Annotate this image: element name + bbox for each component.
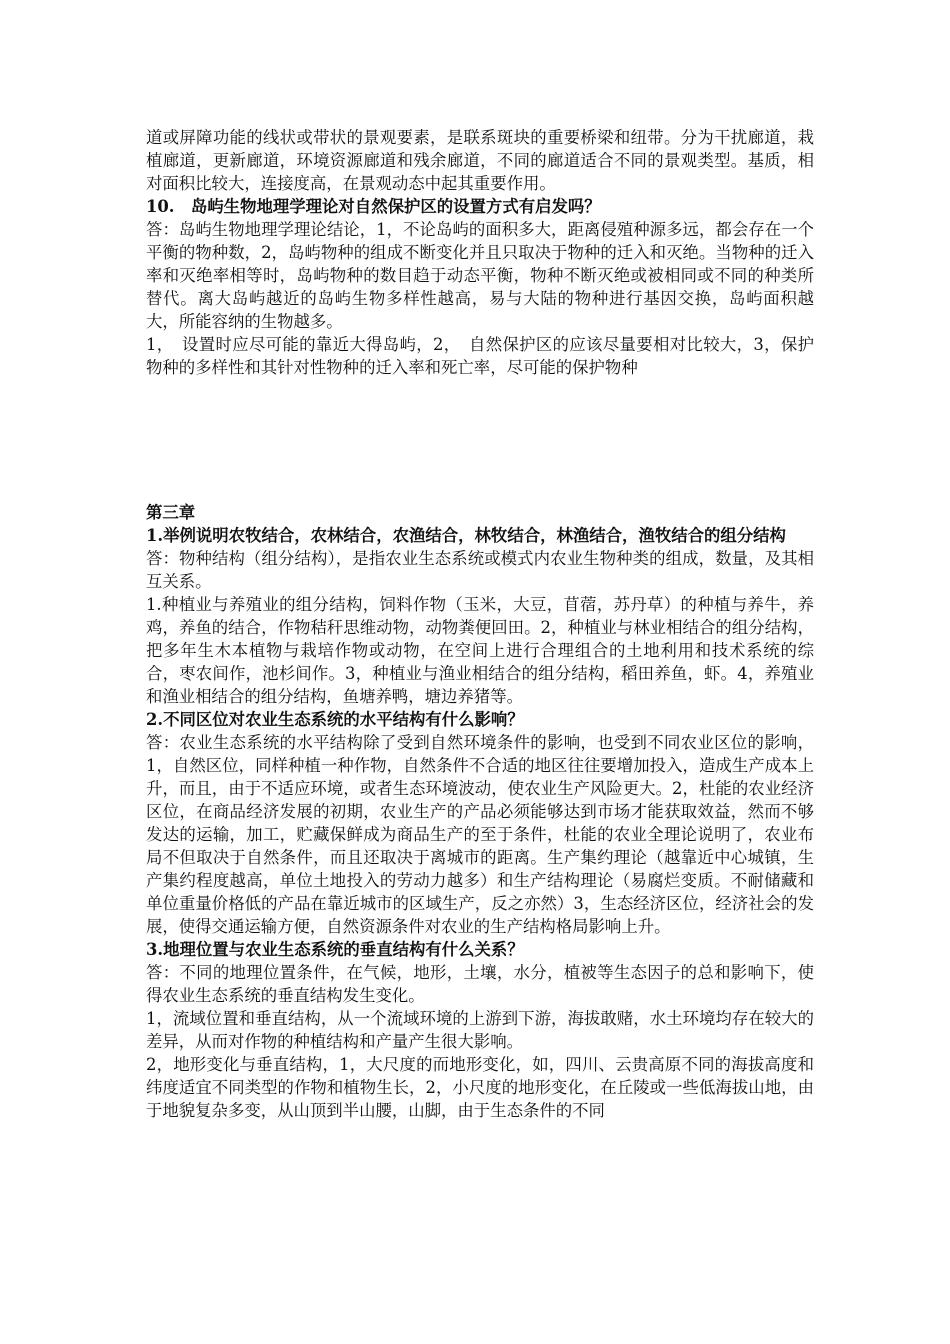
intro-paragraph: 道或屏障功能的线状或带状的景观要素，是联系斑块的重要桥梁和纽带。分为干扰廊道，栽植廊道，更新廊道，环境资源廊道和残余廊道，不同的廊道适合不同的景观类型。基质，相对面积比较大，连接度高，在景观动态中起其重要作用。 [146, 128, 814, 193]
chapter-heading: 第三章 [146, 503, 196, 522]
answer-2: 答：农业生态系统的水平结构除了受到自然环境条件的影响，也受到不同农业区位的影响，1，自然区位，同样种植一种作物，自然条件不合适的地区往往要增加投入，造成生产成本上升，而且，由于不适应环境，或者生态环境波动，使农业生产风险更大。2，杜能的农业经济区位，在商品经济发展的初期，农业生产的产品必须能够达到市场才能获取效益，然而不够发达的运输，加工，贮藏保鲜成为商品生产的至于条件，杜能的农业全理论说明了，农业布局不但取决于自然条件，而且还取决于离城市的距离。生产集约理论（越靠近中心城镇，生产集约程度越高，单位土地投入的劳动力越多）和生产结构理论（易腐烂变质。不耐储藏和单位重量价格低的产品在靠近城市的区域生产，反之亦然）3，生态经济区位，经济社会的发展，使得交通运输方便，自然资源条件对农业的生产结构格局影响上升。 [146, 733, 814, 936]
document-page [146, 126, 814, 1122]
answer-3-point-1: 1，流域位置和垂直结构，从一个流域环境的上游到下游，海拔敢赌，水土环境均存在较大的差异，从而对作物的种植结构和产量产生很大影响。 [146, 1009, 814, 1051]
question-3: 3.地理位置与农业生态系统的垂直结构有什么关系？ [146, 940, 524, 959]
answer-3-point-2: 2，地形变化与垂直结构，1，大尺度的而地形变化，如，四川、云贵高原不同的海拔高度和纬度适宜不同类型的作物和植物生长，2，小尺度的地形变化，在丘陵或一些低海拔山地，由于地貌复杂多变，从山顶到半山腰，山脚，由于生态条件的不同 [146, 1055, 814, 1120]
answer-3-definition: 答：不同的地理位置条件，在气候，地形，土壤，水分，植被等生态因子的总和影响下，使得农业生态系统的垂直结构发生变化。 [146, 963, 814, 1005]
question-10: 10. 岛屿生物地理学理论对自然保护区的设置方式有启发吗？ [146, 197, 601, 216]
section-gap [146, 379, 814, 501]
question-2: 2.不同区位对农业生态系统的水平结构有什么影响？ [146, 710, 524, 729]
answer-10-points: 1， 设置时应尽可能的靠近大得岛屿，2， 自然保护区的应该尽量要相对比较大，3，保护物种的多样性和其针对性物种的迁入率和死亡率，尽可能的保护物种 [146, 335, 814, 377]
question-1: 1.举例说明农牧结合，农林结合，农渔结合，林牧结合，林渔结合，渔牧结合的组分结构 [146, 526, 786, 545]
answer-1-definition: 答：物种结构（组分结构），是指农业生态系统或模式内农业生物种类的组成，数量，及其相互关系。 [146, 549, 814, 591]
answer-10: 答：岛屿生物地理学理论结论，1，不论岛屿的面积多大，距离侵殖种源多远，都会存在一个平衡的物种数，2，岛屿物种的组成不断变化并且只取决于物种的迁入和灭绝。当物种的迁入率和灭绝率相等时，岛屿物种的数目趋于动态平衡，物种不断灭绝或被相同或不同的种类所替代。离大岛屿越近的岛屿生物多样性越高，易与大陆的物种进行基因交换，岛屿面积越大，所能容纳的生物越多。 [146, 220, 814, 331]
answer-1-body: 1.种植业与养殖业的组分结构，饲料作物（玉米，大豆，苜蓿，苏丹草）的种植与养牛，养鸡，养鱼的结合，作物秸秆思维动物，动物粪便回田。2，种植业与林业相结合的组分结构，把多年生木本植物与栽培作物或动物，在空间上进行合理组合的土地利用和技术系统的综合，枣农间作，池杉间作。3，种植业与渔业相结合的组分结构，稻田养鱼，虾。4，养殖业和渔业相结合的组分结构，鱼塘养鸭，塘边养猪等。 [146, 595, 814, 706]
